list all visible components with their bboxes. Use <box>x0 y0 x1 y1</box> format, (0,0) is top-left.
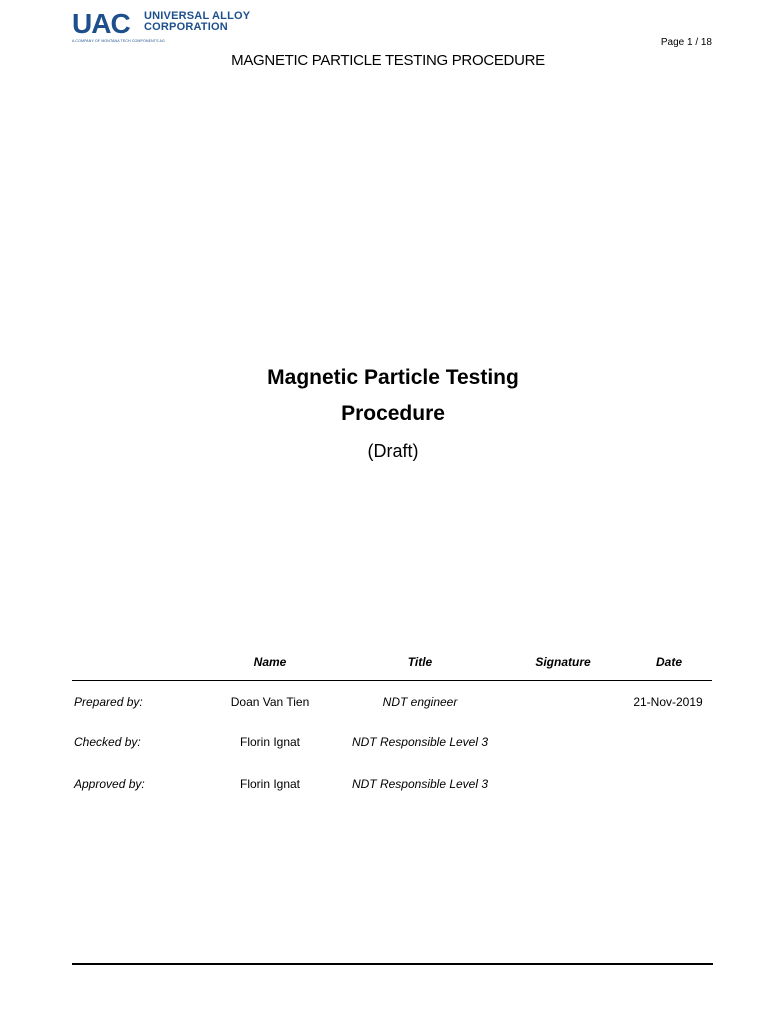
column-header-signature: Signature <box>535 655 591 669</box>
row-name-prepared: Doan Van Tien <box>230 695 310 709</box>
row-role-prepared: Prepared by: <box>74 695 143 709</box>
table-header-divider <box>72 680 712 681</box>
row-title-prepared: NDT engineer <box>382 695 458 709</box>
logo-company-name <box>144 11 250 33</box>
column-header-name: Name <box>253 655 287 669</box>
logo-mark: UAC <box>72 8 130 39</box>
document-title-line2: Procedure <box>341 402 445 425</box>
header-title: MAGNETIC PARTICLE TESTING PROCEDURE <box>231 52 545 69</box>
row-date-prepared: 21-Nov-2019 <box>633 695 703 709</box>
row-role-approved: Approved by: <box>74 777 145 791</box>
row-name-checked: Florin Ignat <box>239 735 301 749</box>
footer-divider <box>72 963 713 965</box>
row-title-approved: NDT Responsible Level 3 <box>351 777 489 791</box>
company-logo <box>72 10 262 44</box>
row-title-checked: NDT Responsible Level 3 <box>351 735 489 749</box>
logo-name-line1: UNIVERSAL ALLOY <box>144 10 251 22</box>
page-indicator: Page 1 / 18 <box>660 37 712 48</box>
row-name-approved: Florin Ignat <box>239 777 301 791</box>
column-header-date: Date <box>655 655 683 669</box>
logo-name-line2: CORPORATION <box>144 21 228 33</box>
document-status: (Draft) <box>367 441 419 461</box>
document-title-line1: Magnetic Particle Testing <box>267 366 519 389</box>
row-role-checked: Checked by: <box>74 735 141 749</box>
approval-table <box>72 640 712 810</box>
column-header-title: Title <box>407 655 433 669</box>
logo-tagline: A COMPANY OF MONTANA TECH COMPONENTS AG <box>72 39 165 43</box>
